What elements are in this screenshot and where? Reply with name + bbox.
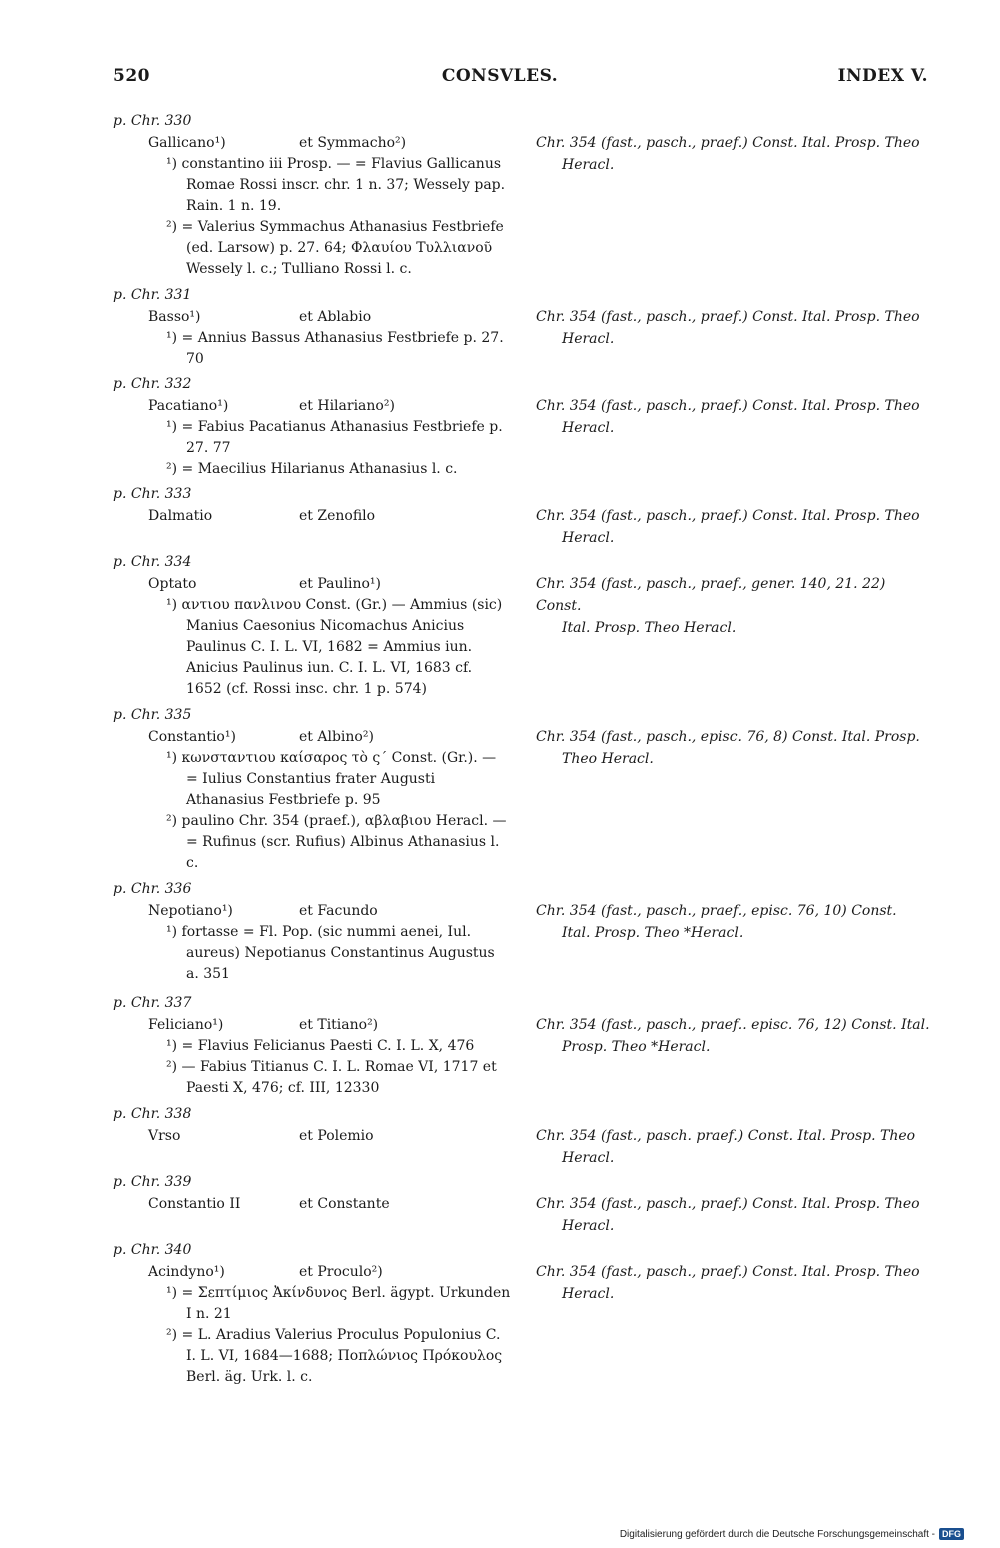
source-line: Chr. 354 (fast., pasch., praef.) Const. Ital. Prosp. Theo	[536, 1196, 920, 1212]
consul-entry	[113, 1239, 933, 1388]
year-label: p. Chr. 340	[113, 1242, 192, 1258]
page-number: 520	[113, 66, 150, 86]
first-consul: Vrso	[148, 1128, 181, 1144]
footnote: ¹) = Annius Bassus Athanasius Festbriefe p. 27. 70	[166, 330, 504, 367]
source-line: Theo Heracl.	[562, 751, 654, 767]
sources-citation	[536, 306, 931, 350]
footnote: ²) = Maecilius Hilarianus Athanasius l. c.	[166, 461, 458, 477]
source-line: Chr. 354 (fast., pasch., praef.) Const. Ital. Prosp. Theo	[536, 135, 920, 151]
consul-entry	[113, 704, 933, 874]
source-line: Heracl.	[562, 331, 615, 347]
second-consul: et Symmacho²)	[299, 135, 407, 151]
consul-line	[113, 1261, 933, 1302]
first-consul: Constantio¹)	[148, 729, 236, 745]
first-consul: Nepotiano¹)	[148, 903, 233, 919]
source-line: Chr. 354 (fast., pasch., praef.) Const. Ital. Prosp. Theo	[536, 398, 920, 414]
year-label: p. Chr. 335	[113, 707, 192, 723]
year-label: p. Chr. 334	[113, 554, 192, 570]
footnote: ¹) = Flavius Felicianus Paesti C. I. L. X, 476	[166, 1038, 475, 1054]
footnote: ¹) = Fabius Pacatianus Athanasius Festbriefe p. 27. 77	[166, 419, 503, 456]
footnote: ²) paulino Chr. 354 (praef.), αβλαβιου Heracl. — = Rufinus (scr. Rufius) Albinus Athanasius l. c.	[166, 813, 507, 871]
footnote: ¹) fortasse = Fl. Pop. (sic nummi aenei, Iul. aureus) Nepotianus Constantinus Augustus a. 351	[166, 924, 495, 982]
footnote: ²) = Valerius Symmachus Athanasius Festbriefe (ed. Larsow) p. 27. 64; Φλαυίου Τυλλιανοῦ Wessely l. c.; Tulliano Rossi l. c.	[166, 219, 504, 277]
year-label: p. Chr. 339	[113, 1174, 192, 1190]
year-label: p. Chr. 337	[113, 995, 192, 1011]
digitization-credit	[620, 1526, 964, 1542]
year-label: p. Chr. 332	[113, 376, 192, 392]
first-consul: Dalmatio	[148, 508, 213, 524]
year-label: p. Chr. 330	[113, 113, 192, 129]
sources-citation	[536, 1261, 931, 1305]
first-consul: Optato	[148, 576, 197, 592]
first-consul: Pacatiano¹)	[148, 398, 229, 414]
consul-line	[113, 505, 933, 546]
consul-line	[113, 1125, 933, 1166]
source-line: Prosp. Theo *Heracl.	[562, 1039, 711, 1055]
source-line: Chr. 354 (fast., pasch., praef., gener. 140, 21. 22) Const.	[536, 576, 886, 614]
consul-entry	[113, 878, 933, 985]
source-line: Heracl.	[562, 157, 615, 173]
sources-citation	[536, 1193, 931, 1237]
consul-line	[113, 900, 933, 941]
second-consul: et Facundo	[299, 903, 378, 919]
consul-line	[113, 132, 933, 173]
consul-entry	[113, 483, 933, 546]
source-line: Chr. 354 (fast., pasch., praef.) Const. Ital. Prosp. Theo	[536, 1264, 920, 1280]
consul-line	[113, 573, 933, 636]
sources-citation	[536, 726, 931, 770]
year-label: p. Chr. 338	[113, 1106, 192, 1122]
footnote: ²) — Fabius Titianus C. I. L. Romae VI, 1717 et Paesti X, 476; cf. III, 12330	[166, 1059, 497, 1096]
second-consul: et Proculo²)	[299, 1264, 383, 1280]
source-line: Heracl.	[562, 420, 615, 436]
second-consul: et Constante	[299, 1196, 390, 1212]
year-label: p. Chr. 336	[113, 881, 192, 897]
consul-line	[113, 1193, 933, 1234]
first-consul: Feliciano¹)	[148, 1017, 224, 1033]
consul-entry	[113, 284, 933, 370]
year-label: p. Chr. 331	[113, 287, 192, 303]
sources-citation	[536, 1125, 931, 1169]
source-line: Chr. 354 (fast., pasch., episc. 76, 8) Const. Ital. Prosp.	[536, 729, 920, 745]
footnote: ²) = L. Aradius Valerius Proculus Populonius C. I. L. VI, 1684—1688; Ποπλώνιος Πρόκουλος Berl. äg. Urk. l. c.	[166, 1327, 503, 1385]
sources-citation	[536, 132, 931, 176]
sources-citation	[536, 573, 931, 639]
year-label: p. Chr. 333	[113, 486, 192, 502]
second-consul: et Titiano²)	[299, 1017, 379, 1033]
source-line: Heracl.	[562, 1218, 615, 1234]
source-line: Ital. Prosp. Theo Heracl.	[562, 620, 737, 636]
footnote: ¹) = Σεπτίμιος Ἀκίνδυνος Berl. ägypt. Urkunden I n. 21	[166, 1285, 511, 1322]
consul-entry	[113, 551, 933, 700]
sources-citation	[536, 900, 931, 944]
sources-citation	[536, 1014, 931, 1058]
consul-entry	[113, 1171, 933, 1234]
consul-entry	[113, 992, 933, 1099]
source-line: Heracl.	[562, 1150, 615, 1166]
sources-citation	[536, 505, 931, 549]
second-consul: et Zenofilo	[299, 508, 376, 524]
second-consul: et Polemio	[299, 1128, 374, 1144]
source-line: Chr. 354 (fast., pasch., praef.. episc. 76, 12) Const. Ital.	[536, 1017, 930, 1033]
credit-text: Digitalisierung gefördert durch die Deutsche Forschungsgemeinschaft -	[619, 1528, 935, 1540]
footnote: ¹) αντιου πανλινου Const. (Gr.) — Ammius (sic) Manius Caesonius Nicomachus Anicius Paulinus C. I. L. VI, 1682 = Ammius iun. Anicius Paulinus iun. C. I. L. VI, 1683 cf. 1652 (cf. Rossi insc. chr. 1 p. 574)	[166, 597, 503, 697]
source-line: Chr. 354 (fast., pasch., praef.) Const. Ital. Prosp. Theo	[536, 508, 920, 524]
consul-line	[113, 726, 933, 767]
running-title: CONSVLES.	[441, 66, 559, 86]
source-line: Chr. 354 (fast., pasch., praef., episc. 76, 10) Const.	[536, 903, 897, 919]
second-consul: et Hilariano²)	[299, 398, 395, 414]
consul-entry	[113, 373, 933, 480]
second-consul: et Ablabio	[299, 309, 372, 325]
source-line: Chr. 354 (fast., pasch., praef.) Const. Ital. Prosp. Theo	[536, 309, 920, 325]
sources-citation	[536, 395, 931, 439]
consul-line	[113, 395, 933, 436]
source-line: Heracl.	[562, 530, 615, 546]
consul-entry	[113, 110, 933, 280]
consul-entry	[113, 1103, 933, 1166]
second-consul: et Albino²)	[299, 729, 374, 745]
source-line: Ital. Prosp. Theo *Heracl.	[562, 925, 744, 941]
dfg-logo: DFG	[939, 1528, 964, 1540]
footnote: ¹) constantino iii Prosp. — = Flavius Gallicanus Romae Rossi inscr. chr. 1 n. 37; Wessely pap. Rain. 1 n. 19.	[166, 156, 506, 214]
first-consul: Acindyno¹)	[148, 1264, 225, 1280]
index-label: INDEX V.	[837, 66, 928, 86]
first-consul: Constantio II	[148, 1196, 241, 1212]
footnote: ¹) κωνσταντιου καίσαρος τὸ ς´ Const. (Gr.). — = Iulius Constantius frater Augusti Athanasius Festbriefe p. 95	[166, 750, 497, 808]
source-line: Chr. 354 (fast., pasch. praef.) Const. Ital. Prosp. Theo	[536, 1128, 916, 1144]
first-consul: Gallicano¹)	[148, 135, 226, 151]
second-consul: et Paulino¹)	[299, 576, 381, 592]
source-line: Heracl.	[562, 1286, 615, 1302]
first-consul: Basso¹)	[148, 309, 201, 325]
consul-line	[113, 306, 933, 347]
